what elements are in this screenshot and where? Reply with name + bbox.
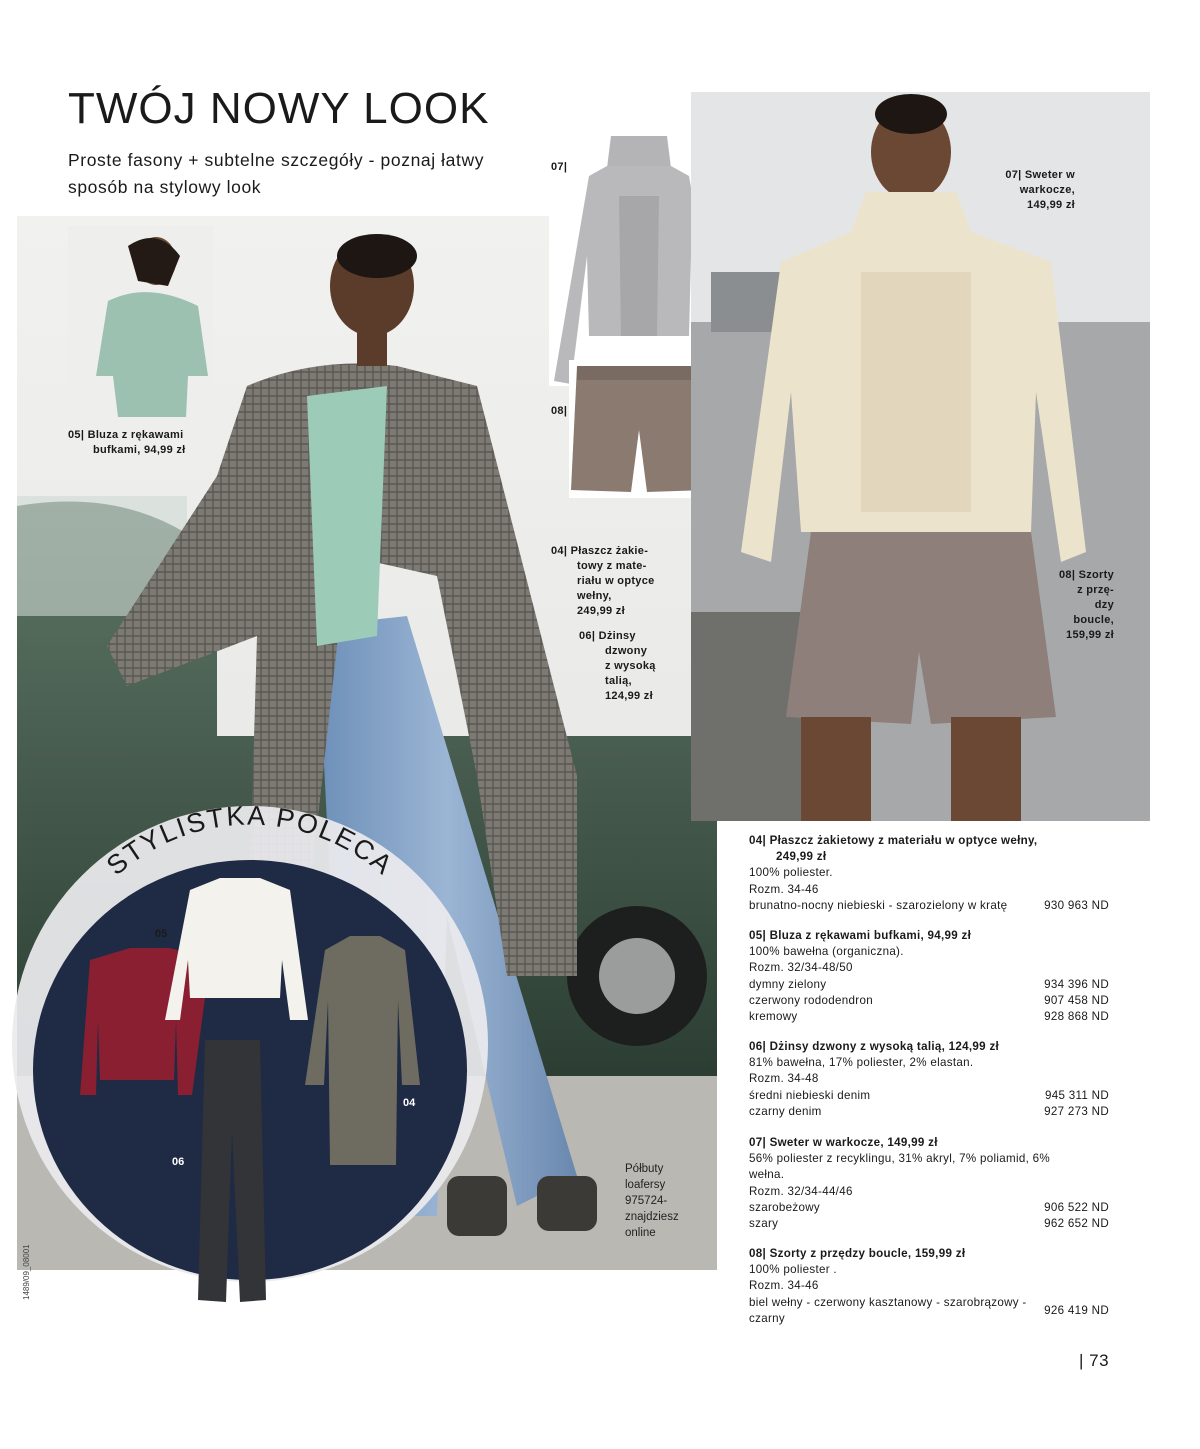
spec-06-color-row <box>749 1104 1109 1120</box>
spec-08-color-0: biel wełny - czerwony kasztanowy - szarobrązowy - czarny <box>749 1295 1027 1325</box>
spec-07-num: 07 <box>749 1136 763 1149</box>
loafers-line-3: znajdziesz <box>625 1211 679 1223</box>
caption-04-num: 04 <box>551 545 564 557</box>
caption-04-line-1: towy z mate- <box>577 560 647 572</box>
caption-08: 08| Szorty z przę- dzy boucle, 159,99 zł <box>1059 569 1114 641</box>
spec-07-name: Sweter w warkocze, 149,99 zł <box>769 1136 938 1149</box>
spec-05 <box>749 928 1109 1025</box>
caption-05-num: 05 <box>68 429 81 441</box>
caption-05-line-1: Bluza z rękawami <box>87 429 184 441</box>
stylist-badge-04: 04 <box>403 1097 416 1109</box>
caption-08-top-num: 08 <box>551 405 564 417</box>
spec-06-material: 81% bawełna, 17% poliester, 2% elastan. <box>749 1056 974 1070</box>
spec-05-header: 05| Bluza z rękawami bufkami, 94,99 zł <box>749 929 972 942</box>
spec-04-code: 930 963 ND <box>1044 898 1109 912</box>
checked-coat <box>305 936 420 1165</box>
spec-07-header: 07| Sweter w warkocze, 149,99 zł <box>749 1136 938 1149</box>
page-number: | 73 <box>1079 1351 1110 1370</box>
caption-08-line-2: dzy <box>1094 599 1114 611</box>
spec-05-color-row <box>749 993 1109 1009</box>
right-photo-illustration <box>691 92 1150 821</box>
spec-06-header: 06| Dżinsy dzwony z wysoką talią, 124,99 zł <box>749 1040 1000 1053</box>
caption-08-line-4: 159,99 zł <box>1066 629 1114 641</box>
caption-07-num: 07 <box>1005 169 1019 181</box>
spec-07-code-0: 906 522 ND <box>1044 1200 1109 1214</box>
loafers-line-1: loafersy <box>625 1179 666 1191</box>
spec-08-name: Szorty z przędzy boucle, 159,99 zł <box>769 1247 966 1260</box>
spec-05-code-1: 907 458 ND <box>1044 993 1109 1007</box>
spec-05-code-0: 934 396 ND <box>1044 977 1109 991</box>
spec-05-name: Bluza z rękawami bufkami, 94,99 zł <box>769 929 972 942</box>
subtitle-line-1: Proste fasony + subtelne szczegóły - poznaj łatwy <box>68 150 485 170</box>
side-code: 1489/09_08001 <box>22 1244 31 1300</box>
page-title: TWÓJ NOWY LOOK <box>68 84 490 133</box>
spec-05-sizes: Rozm. 32/34-48/50 <box>749 961 853 975</box>
spec-06-code-1: 927 273 ND <box>1044 1104 1109 1118</box>
caption-08-num: 08 <box>1059 569 1072 581</box>
spec-07-code-1: 962 652 ND <box>1044 1217 1109 1231</box>
caption-07-top: 07| <box>551 161 568 173</box>
spec-06-num: 06 <box>749 1040 763 1053</box>
stylist-label: STYLISTKA POLECA <box>100 806 400 882</box>
caption-05: 05| Bluza z rękawami bufkami, 94,99 zł <box>68 429 186 456</box>
caption-07-top-num: 07 <box>551 161 564 173</box>
spec-07-material: 56% poliester z recyklingu, 31% akryl, 7% poliamid, 6% wełna. <box>749 1152 1051 1182</box>
spec-08-header: 08| Szorty z przędzy boucle, 159,99 zł <box>749 1247 966 1260</box>
caption-08-line-0: Szorty <box>1078 569 1114 581</box>
spec-05-color-row <box>749 977 1109 993</box>
spec-05-color-2: kremowy <box>749 1010 798 1024</box>
spec-05-color-row <box>749 1009 1109 1025</box>
sweater-05-illustration <box>68 226 213 417</box>
spec-05-num: 05 <box>749 929 763 942</box>
caption-06-line-4: 124,99 zł <box>605 690 653 702</box>
photo-shorts-08 <box>569 360 709 498</box>
caption-05-line-2: bufkami, 94,99 zł <box>93 444 186 456</box>
spec-04 <box>749 833 1109 914</box>
caption-08-line-3: boucle, <box>1073 614 1114 626</box>
caption-08-top: 08| <box>551 405 568 417</box>
spec-07-color-row <box>749 1200 1109 1216</box>
caption-08-line-1: z przę- <box>1077 584 1114 596</box>
caption-07-line-2: 149,99 zł <box>1027 199 1075 211</box>
spec-06-name: Dżinsy dzwony z wysoką talią, 124,99 zł <box>769 1040 1000 1053</box>
stylist-badge-05: 05 <box>155 928 168 940</box>
spec-06-color-0: średni niebieski denim <box>749 1088 871 1102</box>
spec-07-color-0: szarobeżowy <box>749 1200 820 1214</box>
spec-05-color-1: czerwony rododendron <box>749 993 873 1007</box>
spec-04-color-row <box>749 898 1109 914</box>
caption-04: 04| Płaszcz żakie- towy z mate- riału w optyce wełny, 249,99 zł <box>551 545 655 617</box>
caption-06-line-1: dzwony <box>605 645 648 657</box>
page-subtitle <box>68 147 538 201</box>
caption-06-line-3: talią, <box>605 675 632 687</box>
spec-06 <box>749 1039 1109 1120</box>
spec-08-num: 08 <box>749 1247 763 1260</box>
caption-07-line-1: warkocze, <box>1019 184 1075 196</box>
spec-05-material: 100% bawełna (organiczna). <box>749 945 904 959</box>
spec-07-sizes: Rozm. 32/34-44/46 <box>749 1184 853 1198</box>
caption-06: 06| Dżinsy dzwony z wysoką talią, 124,99 zł <box>579 630 656 702</box>
spec-08-sizes: Rozm. 34-46 <box>749 1279 819 1293</box>
spec-08-material: 100% poliester . <box>749 1263 837 1277</box>
subtitle-line-2: sposób na stylowy look <box>68 177 262 197</box>
spec-04-name: Płaszcz żakietowy z materiału w optyce wełny, <box>769 834 1038 847</box>
stylist-products-illustration <box>60 870 440 1310</box>
loafers-line-2: 975724- <box>625 1195 668 1207</box>
caption-06-num: 06 <box>579 630 592 642</box>
loafers-line-4: online <box>625 1227 656 1239</box>
spec-07 <box>749 1135 1109 1232</box>
spec-04-sizes: Rozm. 34-46 <box>749 882 819 896</box>
caption-04-line-3: wełny, <box>577 590 612 602</box>
spec-04-material: 100% poliester. <box>749 866 833 880</box>
spec-08 <box>749 1246 1109 1327</box>
spec-05-color-0: dymny zielony <box>749 977 827 991</box>
spec-08-code-0: 926 419 ND <box>1044 1303 1109 1317</box>
stylist-badge-06: 06 <box>172 1156 185 1168</box>
shorts-illustration <box>569 360 709 498</box>
spec-06-color-1: czarny denim <box>749 1104 822 1118</box>
photo-sweater-05 <box>68 226 213 417</box>
caption-07-line-0: Sweter w <box>1024 169 1075 181</box>
caption-07: 07| Sweter w warkocze, 149,99 zł <box>1005 169 1075 211</box>
caption-04-line-2: riału w optyce <box>577 575 655 587</box>
spec-04-num: 04 <box>749 834 763 847</box>
caption-04-line-4: 249,99 zł <box>577 605 625 617</box>
loafers-note <box>625 1161 707 1241</box>
spec-04-price: 249,99 zł <box>776 850 827 864</box>
spec-05-code-2: 928 868 ND <box>1044 1010 1109 1024</box>
photo-cable-sweater-look <box>691 92 1150 821</box>
spec-07-color-1: szary <box>749 1217 779 1231</box>
caption-06-line-0: Dżinsy <box>598 630 636 642</box>
spec-04-color: brunatno-nocny niebieski - szarozielony w kratę <box>749 898 1008 912</box>
spec-06-sizes: Rozm. 34-48 <box>749 1072 819 1086</box>
loafers-line-0: Półbuty <box>625 1163 664 1175</box>
spec-06-code-0: 945 311 ND <box>1044 1088 1109 1102</box>
page-number-value: 73 <box>1089 1351 1110 1370</box>
black-jeans <box>198 1040 266 1302</box>
caption-06-line-2: z wysoką <box>605 660 656 672</box>
spec-08-color-row <box>749 1295 1109 1327</box>
spec-07-color-row <box>749 1216 1109 1232</box>
spec-04-header: 04| Płaszcz żakietowy z materiału w optyce wełny, 249,99 zł <box>749 833 1109 865</box>
spec-06-color-row <box>749 1088 1109 1104</box>
caption-04-line-0: Płaszcz żakie- <box>570 545 649 557</box>
